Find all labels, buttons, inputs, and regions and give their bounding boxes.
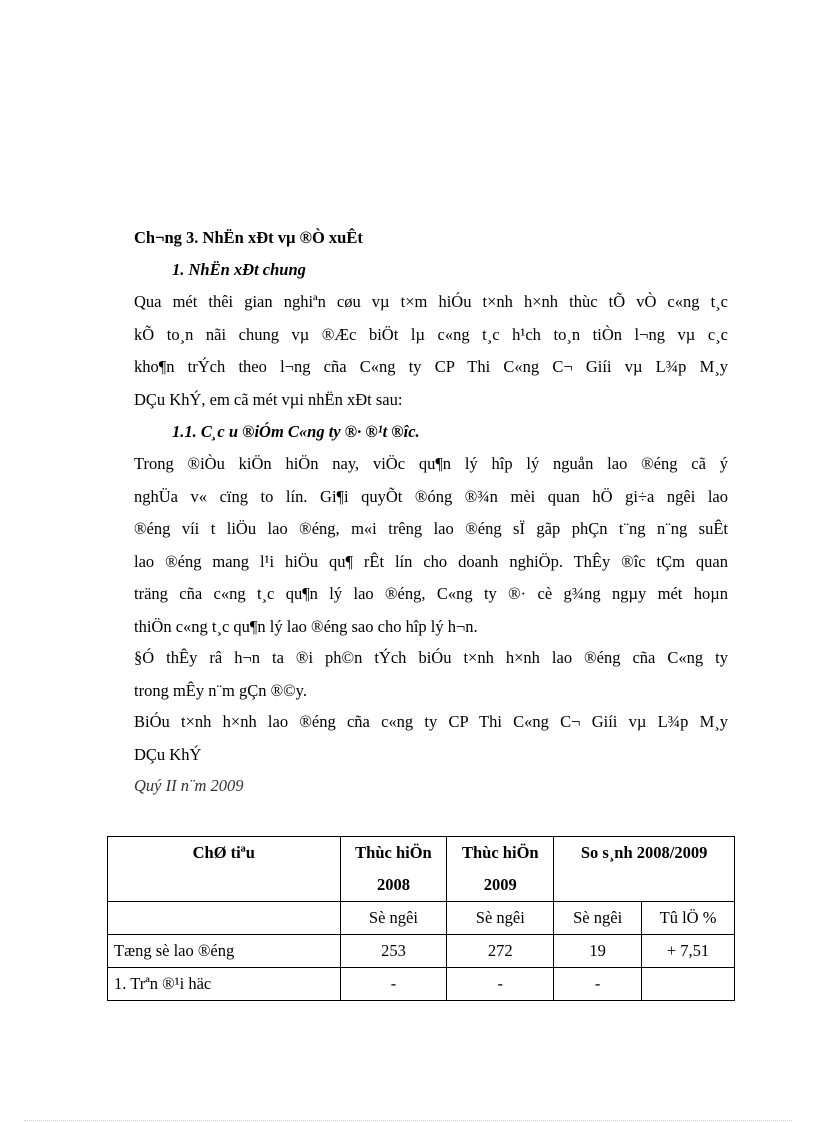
row-pct (642, 968, 735, 1001)
table-intro (134, 706, 728, 771)
intro-line: kÕ to¸n nãi chung vµ ®Æc biÖt lµ c«ng t¸c h¹ch to¸n tiÒn l¬ng vµ c¸c (134, 324, 728, 344)
table-row (108, 968, 735, 1001)
subheader-compare-pct: Tû lÖ % (642, 902, 735, 935)
subheader-compare-count: Sè ngêi (554, 902, 642, 935)
header-indicator: ChØ tiªu (108, 837, 341, 902)
subheader-2008: Sè ngêi (340, 902, 447, 935)
page-bottom-divider (24, 1120, 792, 1121)
table-intro-line: BiÓu t×nh h×nh lao ®éng cña c«ng ty CP Thi C«ng C¬ Giíi vµ L¾p M¸y (134, 712, 728, 731)
body-line: ®éng víi t liÖu lao ®éng, m«i trêng lao ®éng sÏ gãp phÇn t¨ng n¨ng suÊt (134, 519, 728, 538)
body-line: nghÜa v« cïng to lín. Gi¶i quyÕt ®óng ®¾n mèi quan hÖ gi÷a ngêi lao (134, 486, 728, 506)
table-intro-line: DÇu KhÝ (134, 744, 202, 764)
analysis-line: trong mÊy n¨m gÇn ®©y. (134, 680, 307, 700)
analysis-line: §Ó thÊy râ h¬n ta ®i ph©n tÝch biÓu t×nh h×nh lao ®éng cña C«ng ty (134, 648, 728, 667)
row-2008: 253 (340, 935, 447, 968)
labor-stats-table (107, 836, 735, 1001)
analysis-paragraph (134, 642, 728, 707)
row-2009: - (447, 968, 554, 1001)
intro-line: kho¶n trÝch theo l¬ng cña C«ng ty CP Thi C«ng C¬ Giíi vµ L¾p M¸y (134, 357, 728, 376)
header-compare: So s¸nh 2008/2009 (554, 837, 735, 902)
header-2009: Thùc hiÖn 2009 (447, 837, 554, 902)
table-caption: Quý II n¨m 2009 (134, 776, 244, 795)
intro-line: Qua mét thêi gian nghiªn cøu vµ t×m hiÓu t×nh h×nh thùc tÕ vÒ c«ng t¸c (134, 292, 728, 311)
row-2009: 272 (447, 935, 554, 968)
row-2008: - (340, 968, 447, 1001)
table-row (108, 935, 735, 968)
row-pct: + 7,51 (642, 935, 735, 968)
body-line: Trong ®iÒu kiÖn hiÖn nay, viÖc qu¶n lý hîp lý nguån lao ®éng cã ý (134, 454, 728, 473)
body-line: träng cña c«ng t¸c qu¶n lý lao ®éng, C«ng ty ®· cè g¾ng ngµy mét hoµn (134, 584, 728, 603)
header-2008: Thùc hiÖn 2008 (340, 837, 447, 902)
section-1-1-title: 1.1. C¸c u ®iÓm C«ng ty ®· ®¹t ®îc. (172, 422, 420, 441)
row-diff: - (554, 968, 642, 1001)
section-1-title: 1. NhËn xÐt chung (172, 260, 306, 279)
body-paragraph (134, 448, 728, 643)
row-label: 1. Trªn ®¹i häc (108, 968, 341, 1001)
row-label: Tæng sè lao ®éng (108, 935, 341, 968)
body-line: lao ®éng mang l¹i hiÖu qu¶ rÊt lín cho doanh nghiÖp. ThÊy ®îc tÇm quan (134, 551, 728, 571)
chapter-title: Ch¬ng 3. NhËn xÐt vµ ®Ò xuÊt (134, 228, 363, 247)
intro-paragraph (134, 286, 728, 416)
body-line: thiÖn c«ng t¸c qu¶n lý lao ®éng sao cho hîp lý h¬n. (134, 616, 478, 636)
row-diff: 19 (554, 935, 642, 968)
intro-line: DÇu KhÝ, em cã mét vµi nhËn xÐt sau: (134, 389, 403, 409)
subheader-empty (108, 902, 341, 935)
subheader-2009: Sè ngêi (447, 902, 554, 935)
